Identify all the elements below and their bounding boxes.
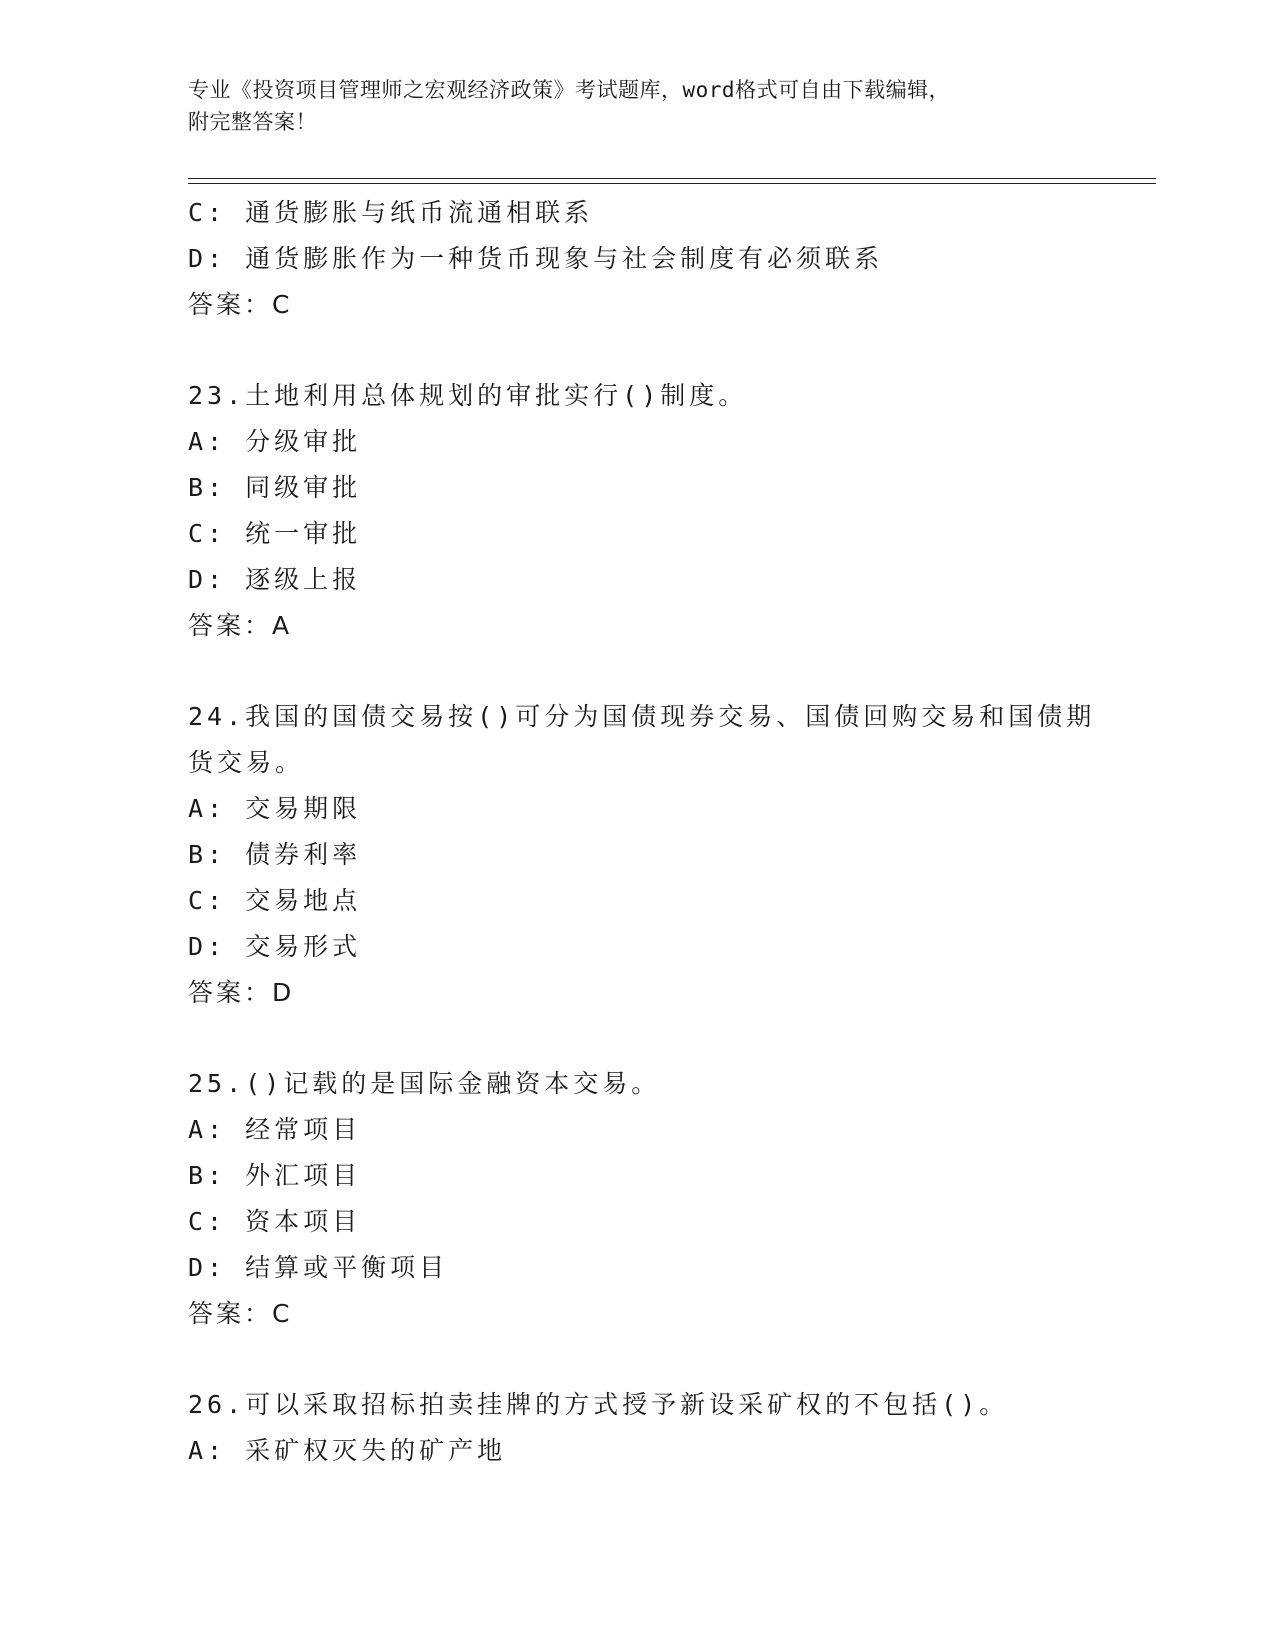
header-line-1: 专业《投资项目管理师之宏观经济政策》考试题库，word格式可自由下载编辑， [188, 78, 951, 102]
option-text: 通货膨胀作为一种货币现象与社会制度有必须联系 [245, 244, 884, 273]
option-key: A: [188, 1115, 227, 1144]
option-a [188, 786, 1088, 832]
question-24 [188, 694, 1096, 1016]
answer-line: 答案：C [188, 290, 293, 319]
question-stem [188, 373, 1088, 419]
question-25 [188, 1061, 1088, 1337]
header-divider-top [188, 178, 1156, 179]
option-text: 分级审批 [245, 427, 362, 456]
option-key: C: [188, 198, 227, 227]
question-stem [188, 1061, 1088, 1107]
spacer [188, 1016, 1088, 1061]
question-stem-continued: 货交易。 [188, 748, 305, 777]
question-number: 26. [188, 1390, 246, 1419]
question-text: 土地利用总体规划的审批实行()制度。 [245, 381, 748, 410]
answer-line: 答案：C [188, 1299, 293, 1328]
option-text: 同级审批 [245, 473, 362, 502]
option-key: B: [188, 840, 227, 869]
question-number: 24. [188, 702, 246, 731]
option-a [188, 1107, 1088, 1153]
option-key: A: [188, 427, 227, 456]
spacer [188, 1337, 1088, 1382]
header-line-2: 附完整答案！ [188, 110, 317, 134]
document-header [188, 74, 1068, 138]
option-b [188, 465, 1088, 511]
option-text: 逐级上报 [245, 565, 362, 594]
option-key: A: [188, 1436, 227, 1465]
option-a [188, 419, 1088, 465]
question-number: 25. [188, 1069, 246, 1098]
option-text: 交易形式 [245, 932, 362, 961]
question-23 [188, 373, 1088, 649]
option-key: C: [188, 519, 227, 548]
question-text: 我国的国债交易按()可分为国债现券交易、国债回购交易和国债期 [245, 702, 1096, 731]
option-b [188, 1153, 1088, 1199]
option-key: D: [188, 1253, 227, 1282]
option-text: 交易地点 [245, 886, 362, 915]
option-key: D: [188, 932, 227, 961]
question-26 [188, 1382, 1088, 1474]
option-d [188, 1245, 1088, 1291]
option-text: 经常项目 [245, 1115, 362, 1144]
option-key: B: [188, 1161, 227, 1190]
option-text: 采矿权灭失的矿产地 [245, 1436, 507, 1465]
question-number: 23. [188, 381, 246, 410]
option-text: 交易期限 [245, 794, 362, 823]
option-d [188, 236, 1088, 282]
question-stem [188, 1382, 1088, 1428]
question-content [188, 190, 1096, 1474]
question-text: ()记载的是国际金融资本交易。 [245, 1069, 661, 1098]
option-c [188, 190, 1088, 236]
option-key: C: [188, 886, 227, 915]
answer-line: 答案：D [188, 978, 295, 1007]
option-key: C: [188, 1207, 227, 1236]
option-a [188, 1428, 1088, 1474]
option-text: 资本项目 [245, 1207, 362, 1236]
question-text: 可以采取招标拍卖挂牌的方式授予新设采矿权的不包括()。 [245, 1390, 1009, 1419]
header-divider-bottom [188, 183, 1156, 184]
option-text: 通货膨胀与纸币流通相联系 [245, 198, 594, 227]
option-c [188, 511, 1088, 557]
option-d [188, 557, 1088, 603]
option-key: D: [188, 565, 227, 594]
spacer [188, 328, 1088, 373]
answer-line: 答案：A [188, 611, 293, 640]
option-key: D: [188, 244, 227, 273]
option-text: 统一审批 [245, 519, 362, 548]
option-b [188, 832, 1088, 878]
option-text: 债券利率 [245, 840, 362, 869]
option-text: 结算或平衡项目 [245, 1253, 449, 1282]
question-22-tail [188, 190, 1088, 328]
option-c [188, 1199, 1088, 1245]
option-key: A: [188, 794, 227, 823]
option-key: B: [188, 473, 227, 502]
spacer [188, 649, 1088, 694]
option-d [188, 924, 1088, 970]
question-stem [188, 694, 1096, 740]
option-c [188, 878, 1088, 924]
option-text: 外汇项目 [245, 1161, 362, 1190]
